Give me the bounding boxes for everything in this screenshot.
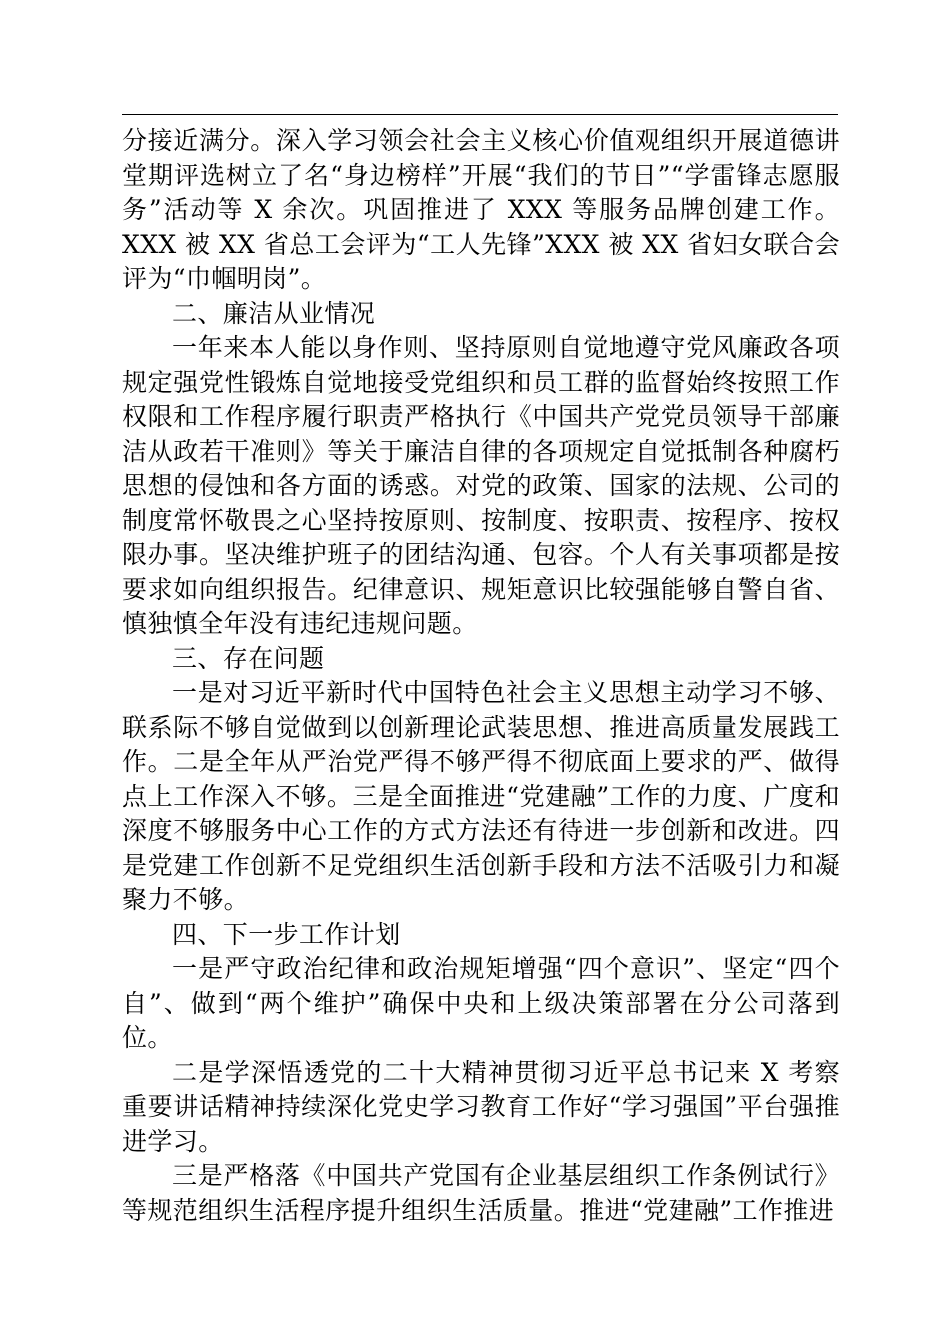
- document-body: [122, 124, 840, 1228]
- paragraph-problems: 一是对习近平新时代中国特色社会主义思想主动学习不够、联系际不够自觉做到以创新理论武装思想、推进高质量发展践工作。二是全年从严治党严得不够严得不彻底面上要求的严、做得点上工作深入不够。三是全面推进“党建融”工作的力度、广度和深度不够服务中心工作的方式方法还有待进一步创新和改进。四是党建工作创新不足党组织生活创新手段和方法不活吸引力和凝聚力不够。: [122, 678, 840, 914]
- paragraph-continuation: 分接近满分。深入学习领会社会主义核心价值观组织开展道德讲堂期评选树立了名“身边榜样”开展“我们的节日”“学雷锋志愿服务”活动等 X 余次。巩固推进了 XXX 等服务品牌创建工作。XXX 被 XX 省总工会评为“工人先锋”XXX 被 XX 省妇女联合会评为“巾帼明岗”。: [122, 126, 840, 293]
- paragraph-integrity: 一年来本人能以身作则、坚持原则自觉地遵守党风廉政各项规定强党性锻炼自觉地接受党组织和员工群的监督始终按照工作权限和工作程序履行职责严格执行《中国共产党党员领导干部廉洁从政若干准则》等关于廉洁自律的各项规定自觉抵制各种腐朽思想的侵蚀和各方面的诱惑。对党的政策、国家的法规、公司的制度常怀敬畏之心坚持按原则、按制度、按职责、按程序、按权限办事。坚决维护班子的团结沟通、包容。个人有关事项都是按要求如向组织报告。纪律意识、规矩意识比较强能够自警自省、慎独慎全年没有违纪违规问题。: [122, 333, 840, 638]
- paragraph-plan-2: 二是学深悟透党的二十大精神贯彻习近平总书记来 X 考察重要讲话精神持续深化党史学习教育工作好“学习强国”平台强推进学习。: [122, 1057, 840, 1156]
- section-heading-problems: 三、存在问题: [172, 643, 325, 673]
- paragraph-plan-1: 一是严守政治纪律和政治规矩增强“四个意识”、坚定“四个自”、做到“两个维护”确保中央和上级决策部署在分公司落到位。: [122, 954, 840, 1052]
- section-heading-next-steps: 四、下一步工作计划: [172, 919, 401, 949]
- header-rule: [122, 114, 838, 115]
- section-heading-integrity: 二、廉洁从业情况: [172, 298, 376, 328]
- paragraph-plan-3: 三是严格落《中国共产党国有企业基层组织工作条例试行》等规范组织生活程序提升组织生活质量。推进“党建融”工作推进: [122, 1161, 840, 1225]
